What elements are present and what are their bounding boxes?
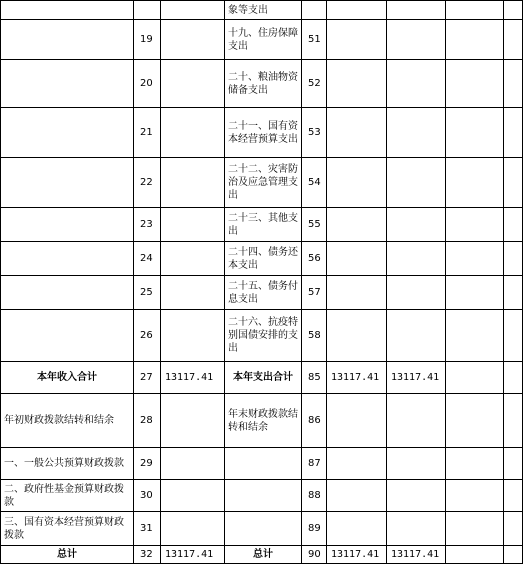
income-item-label <box>1 20 134 60</box>
expense-amount-fund <box>446 480 504 512</box>
table-row <box>1 394 523 448</box>
table-row <box>1 448 523 480</box>
expense-row-number <box>302 1 327 20</box>
expense-amount-fund <box>446 310 504 362</box>
expense-amount-general: 13117.41 <box>387 546 446 564</box>
expense-amount-fund <box>446 242 504 276</box>
income-amount <box>161 208 225 242</box>
expense-amount-fund <box>446 108 504 158</box>
expense-amount-general <box>387 60 446 108</box>
expense-amount-fund <box>446 60 504 108</box>
income-item-label <box>1 208 134 242</box>
expense-item-label <box>225 448 302 480</box>
expense-amount-capital <box>504 20 523 60</box>
expense-amount-total: 13117.41 <box>327 546 387 564</box>
expense-amount-fund <box>446 20 504 60</box>
expense-amount-total <box>327 60 387 108</box>
expense-item-label: 年末财政拨款结转和结余 <box>225 394 302 448</box>
expense-amount-total <box>327 276 387 310</box>
income-item-label <box>1 310 134 362</box>
income-amount <box>161 60 225 108</box>
expense-row-number: 90 <box>302 546 327 564</box>
expense-item-label <box>225 480 302 512</box>
income-amount <box>161 158 225 208</box>
income-row-number <box>134 1 161 20</box>
income-row-number: 21 <box>134 108 161 158</box>
expense-amount-general <box>387 20 446 60</box>
table-row <box>1 108 523 158</box>
income-row-number: 28 <box>134 394 161 448</box>
income-row-number: 27 <box>134 362 161 394</box>
expense-amount-capital <box>504 310 523 362</box>
income-item-label: 年初财政拨款结转和结余 <box>1 394 134 448</box>
expense-amount-total <box>327 108 387 158</box>
table-row <box>1 208 523 242</box>
income-item-label <box>1 242 134 276</box>
expense-item-label: 象等支出 <box>225 1 302 20</box>
expense-amount-capital <box>504 60 523 108</box>
expense-amount-capital <box>504 276 523 310</box>
income-amount <box>161 394 225 448</box>
expense-row-number: 56 <box>302 242 327 276</box>
expense-item-label: 二十、粮油物资储备支出 <box>225 60 302 108</box>
expense-amount-capital <box>504 480 523 512</box>
income-row-number: 22 <box>134 158 161 208</box>
income-amount <box>161 448 225 480</box>
income-row-number: 24 <box>134 242 161 276</box>
income-amount: 13117.41 <box>161 362 225 394</box>
expense-amount-fund <box>446 1 504 20</box>
income-amount <box>161 1 225 20</box>
expense-amount-total <box>327 512 387 546</box>
expense-amount-general <box>387 1 446 20</box>
expense-amount-total <box>327 1 387 20</box>
expense-item-label: 二十三、其他支出 <box>225 208 302 242</box>
expense-amount-fund <box>446 512 504 546</box>
income-row-number: 26 <box>134 310 161 362</box>
expense-amount-capital <box>504 1 523 20</box>
expense-amount-capital <box>504 108 523 158</box>
expense-row-number: 57 <box>302 276 327 310</box>
expense-amount-fund <box>446 276 504 310</box>
expense-item-label: 二十一、国有资本经营预算支出 <box>225 108 302 158</box>
expense-row-number: 54 <box>302 158 327 208</box>
expense-amount-total <box>327 242 387 276</box>
income-row-number: 19 <box>134 20 161 60</box>
expense-amount-total <box>327 480 387 512</box>
income-amount <box>161 242 225 276</box>
income-item-label: 一、一般公共预算财政拨款 <box>1 448 134 480</box>
table-row <box>1 512 523 546</box>
income-amount <box>161 276 225 310</box>
expense-amount-general <box>387 480 446 512</box>
expense-amount-general: 13117.41 <box>387 362 446 394</box>
expense-amount-general <box>387 242 446 276</box>
income-row-number: 20 <box>134 60 161 108</box>
expense-amount-general <box>387 158 446 208</box>
grand-total-label: 总计 <box>1 546 134 564</box>
expense-amount-total <box>327 448 387 480</box>
income-row-number: 32 <box>134 546 161 564</box>
table-row <box>1 242 523 276</box>
table-row <box>1 362 523 394</box>
expense-amount-fund <box>446 448 504 480</box>
income-amount <box>161 512 225 546</box>
expense-amount-capital <box>504 158 523 208</box>
grand-total-label-right: 总计 <box>225 546 302 564</box>
expense-amount-fund <box>446 158 504 208</box>
expense-amount-total <box>327 158 387 208</box>
expense-amount-general <box>387 512 446 546</box>
expense-item-label: 二十二、灾害防治及应急管理支出 <box>225 158 302 208</box>
expense-amount-general <box>387 108 446 158</box>
table-row <box>1 546 523 564</box>
expense-row-number: 58 <box>302 310 327 362</box>
expense-item-label: 二十五、债务付息支出 <box>225 276 302 310</box>
table-row <box>1 1 523 20</box>
expense-item-label: 二十四、债务还本支出 <box>225 242 302 276</box>
table-row <box>1 158 523 208</box>
expense-row-number: 55 <box>302 208 327 242</box>
income-row-number: 25 <box>134 276 161 310</box>
table-row <box>1 60 523 108</box>
income-item-label: 三、国有资本经营预算财政拨款 <box>1 512 134 546</box>
expense-item-label: 十九、住房保障支出 <box>225 20 302 60</box>
expense-row-number: 52 <box>302 60 327 108</box>
expense-row-number: 87 <box>302 448 327 480</box>
income-row-number: 30 <box>134 480 161 512</box>
income-item-label <box>1 276 134 310</box>
expense-amount-total <box>327 208 387 242</box>
income-item-label <box>1 1 134 20</box>
table-row <box>1 276 523 310</box>
expense-amount-general <box>387 310 446 362</box>
income-row-number: 31 <box>134 512 161 546</box>
expense-amount-capital <box>504 362 523 394</box>
income-amount: 13117.41 <box>161 546 225 564</box>
expense-amount-capital <box>504 512 523 546</box>
expense-amount-capital <box>504 242 523 276</box>
income-row-number: 23 <box>134 208 161 242</box>
expense-amount-general <box>387 394 446 448</box>
expense-amount-total <box>327 394 387 448</box>
income-amount <box>161 20 225 60</box>
expense-row-number: 51 <box>302 20 327 60</box>
expense-amount-general <box>387 208 446 242</box>
income-total-label: 本年收入合计 <box>1 362 134 394</box>
income-item-label <box>1 60 134 108</box>
expense-amount-fund <box>446 394 504 448</box>
table-row <box>1 310 523 362</box>
expense-amount-capital <box>504 394 523 448</box>
table-row <box>1 480 523 512</box>
expense-amount-fund <box>446 546 504 564</box>
income-amount <box>161 310 225 362</box>
expense-row-number: 89 <box>302 512 327 546</box>
expense-row-number: 53 <box>302 108 327 158</box>
income-amount <box>161 480 225 512</box>
expense-row-number: 88 <box>302 480 327 512</box>
expense-amount-general <box>387 276 446 310</box>
income-item-label <box>1 158 134 208</box>
expense-amount-total <box>327 20 387 60</box>
income-amount <box>161 108 225 158</box>
expense-row-number: 85 <box>302 362 327 394</box>
expense-row-number: 86 <box>302 394 327 448</box>
expense-amount-capital <box>504 208 523 242</box>
expense-amount-capital <box>504 448 523 480</box>
income-item-label: 二、政府性基金预算财政拨款 <box>1 480 134 512</box>
income-row-number: 29 <box>134 448 161 480</box>
expense-item-label: 二十六、抗疫特别国债安排的支出 <box>225 310 302 362</box>
income-item-label <box>1 108 134 158</box>
expense-amount-total <box>327 310 387 362</box>
expense-item-label <box>225 512 302 546</box>
expense-amount-fund <box>446 208 504 242</box>
expense-amount-capital <box>504 546 523 564</box>
expense-total-label: 本年支出合计 <box>225 362 302 394</box>
expense-amount-fund <box>446 362 504 394</box>
expense-amount-total: 13117.41 <box>327 362 387 394</box>
table-row <box>1 20 523 60</box>
expense-amount-general <box>387 448 446 480</box>
